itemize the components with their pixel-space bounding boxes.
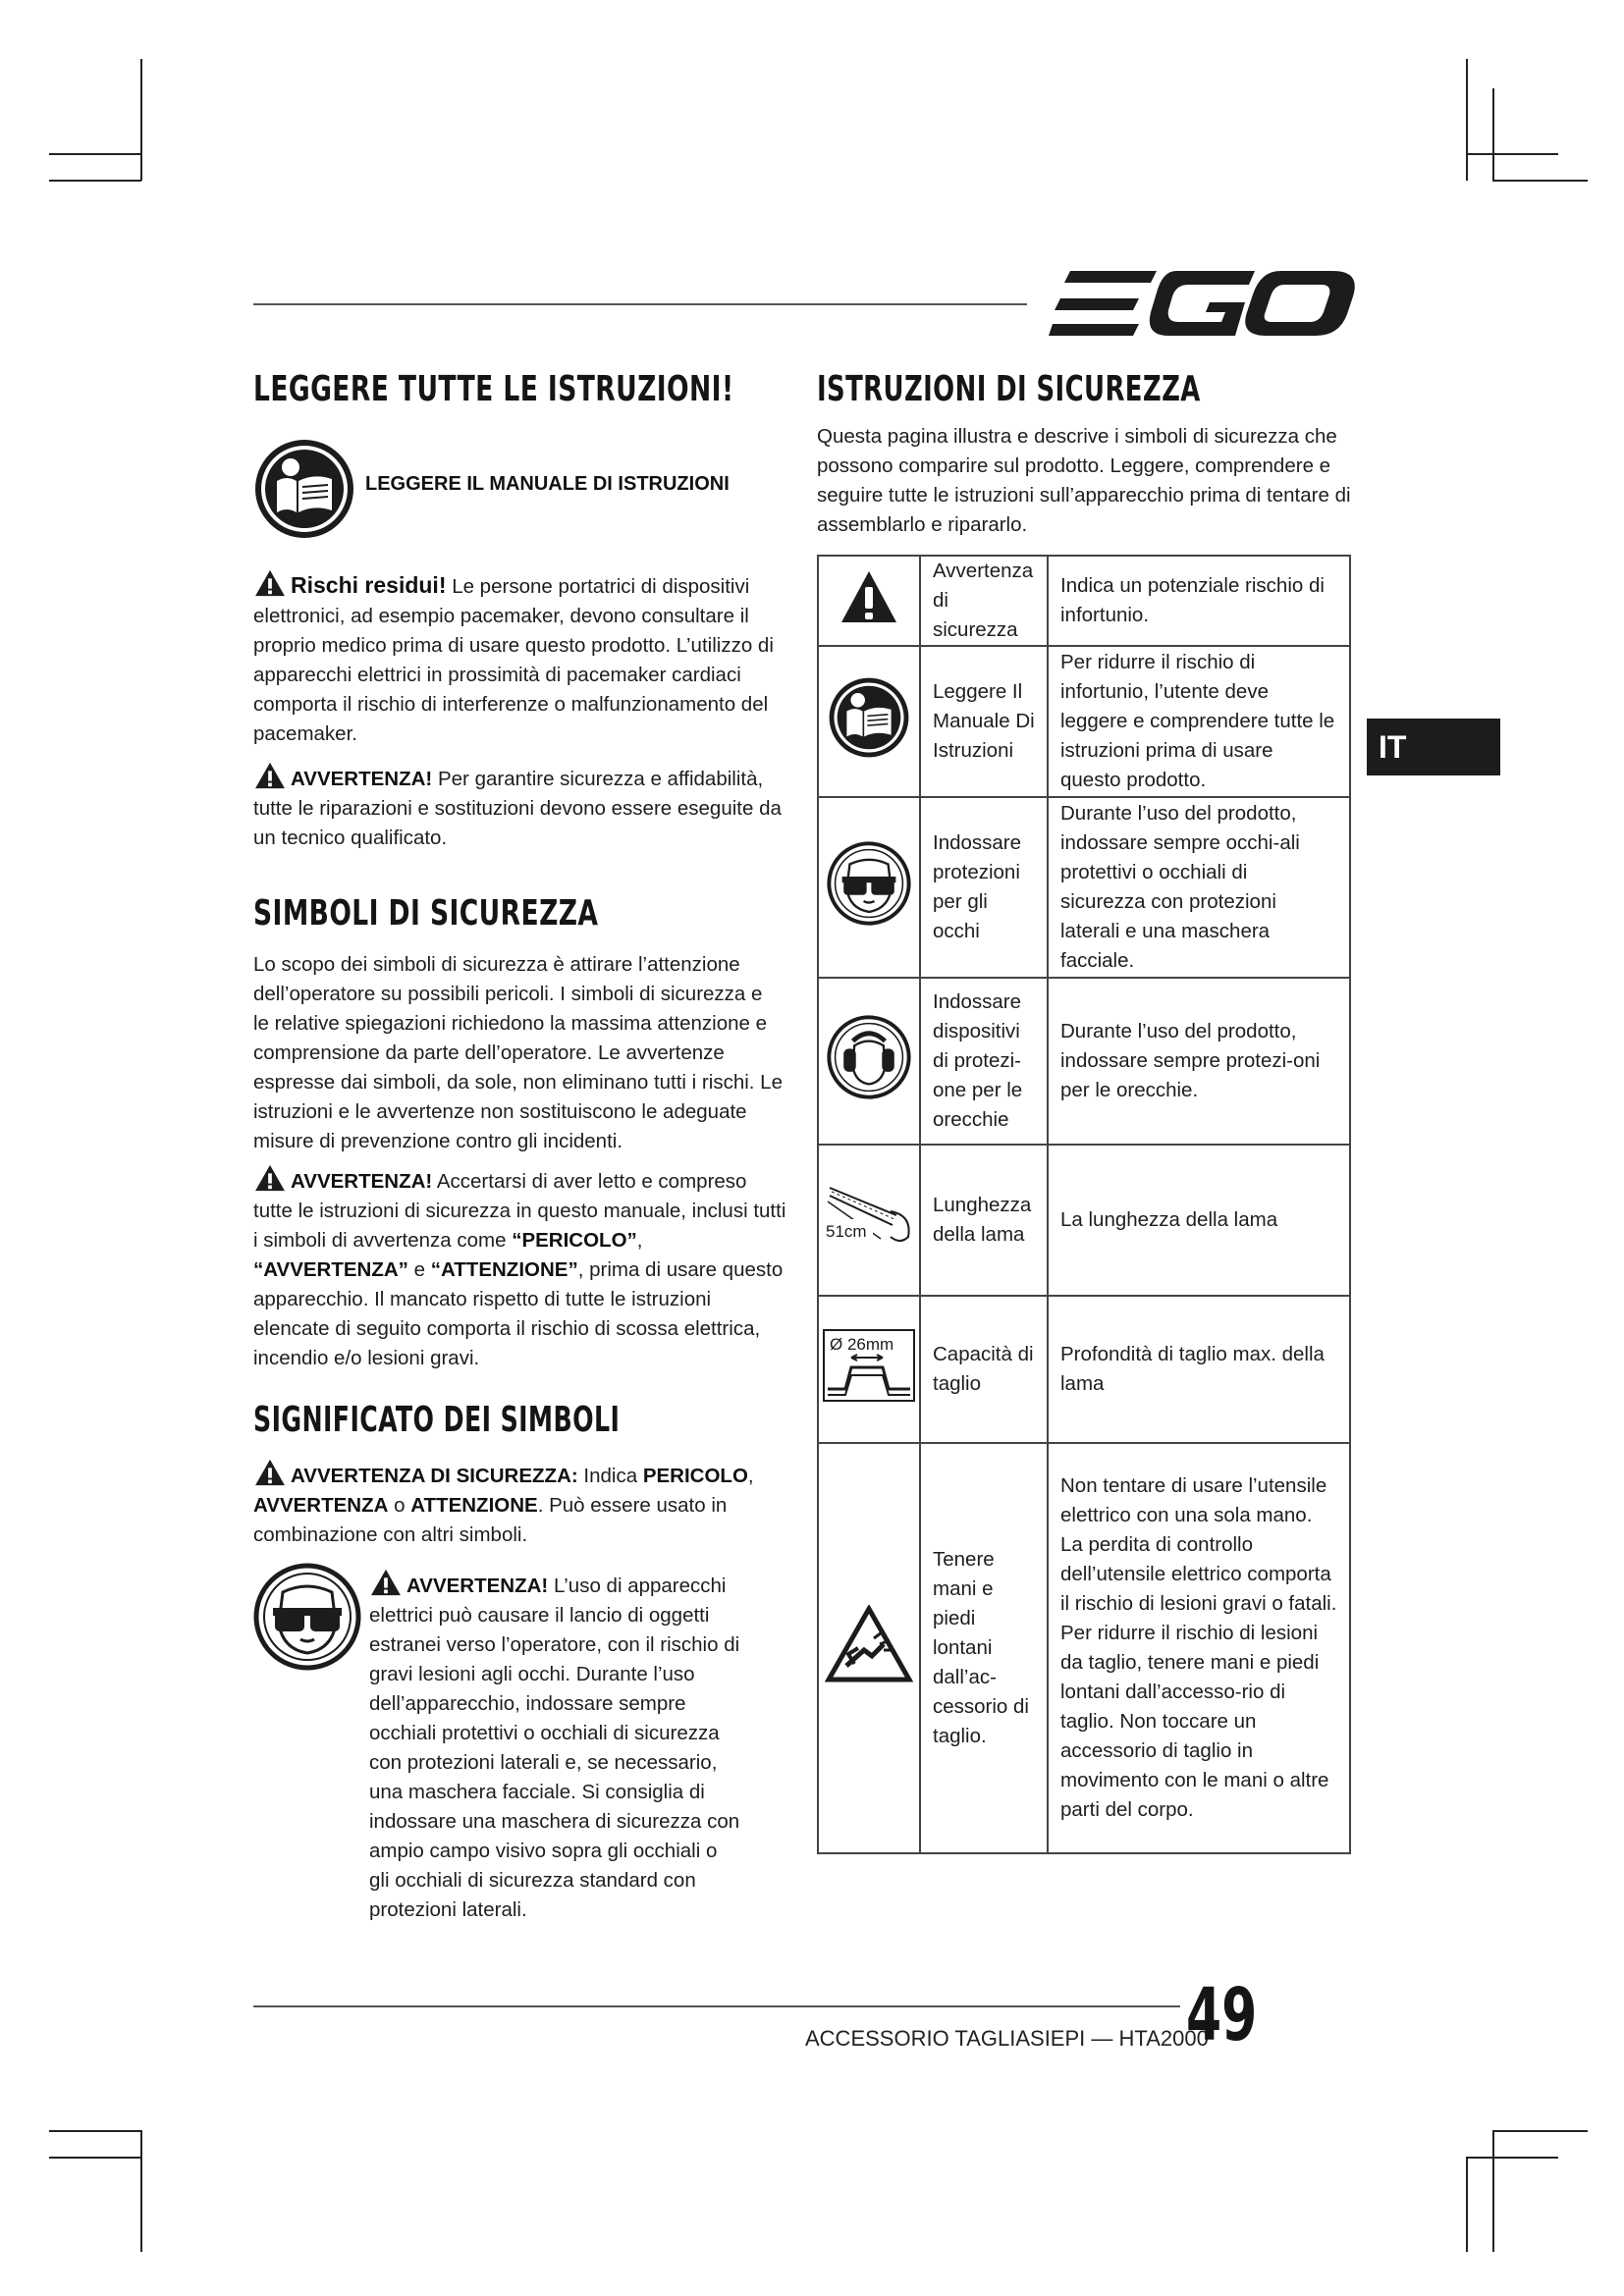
table-row [818,797,1350,978]
crop-mark [1492,2130,1494,2252]
symbol-meaning: La lunghezza della lama [1048,1145,1350,1296]
crop-mark [1466,2157,1468,2252]
eye-protection-icon [827,841,911,926]
ear-protection-icon [827,1015,911,1099]
symbol-name: Lunghezza della lama [920,1145,1048,1296]
residual-risks-paragraph [253,569,784,749]
footer-title: ACCESSORIO TAGLIASIEPI — HTA2000 [805,2026,1209,2051]
symbol-meaning: Per ridurre il rischio di infortunio, l’utente deve leggere e comprendere tutte le istruzioni prima di usare questo prodotto. [1048,646,1350,797]
crop-mark [49,180,141,182]
eye-warning-paragraph [369,1569,742,1925]
blade-length-icon [822,1182,916,1251]
warning-triangle-icon [253,1164,287,1192]
crop-mark [49,153,141,155]
pericolo-label: PERICOLO [642,1465,748,1487]
read-manual-icon [253,438,355,540]
heading-read-instructions: LEGGERE TUTTE LE ISTRUZIONI! [253,369,734,409]
attenzione-label: “ATTENZIONE” [430,1258,578,1281]
read-manual-label: LEGGERE IL MANUALE DI ISTRUZIONI [365,473,730,495]
cutting-capacity-value: Ø 26mm [830,1334,894,1354]
warning-triangle-icon [253,1459,287,1486]
symbol-meaning: Durante l’uso del prodotto, indossare sempre occhi-ali protettivi o occhiali di sicurezza con protezioni laterali e una maschera facciale. [1048,797,1350,978]
warning-triangle-icon [253,569,287,597]
symbols-table [817,555,1351,1854]
table-row [818,1145,1350,1296]
and-word: e [413,1258,426,1281]
warning-text-a: Accertarsi di aver letto e compreso tutte le istruzioni di sicurezza in questo manuale, inclusi tutti i simboli di avvertenza come [253,1170,786,1252]
warning-title: AVVERTENZA! [291,768,433,790]
page-number: 49 [1186,1973,1258,2057]
crop-mark [140,2130,142,2252]
safety-alert-text-b: . Può essere usato in combinazione con altri simboli. [253,1494,728,1546]
keep-hands-away-icon [825,1605,913,1683]
warning-triangle-icon [839,569,898,624]
symbol-meaning: Durante l’uso del prodotto, indossare sempre protezi-oni per le orecchie. [1048,978,1350,1145]
language-tab: IT [1367,719,1500,775]
safety-symbols-paragraph: Lo scopo dei simboli di sicurezza è attirare l’attenzione dell’operatore su possibili pericoli. I simboli di sicurezza e le relative spiegazioni richiedono la massima attenzione e comprensione da parte dell’operatore. Le avvertenze espresse dai simboli, da sole, non eliminano tutti i rischi. Le istruzioni e le avvertenze non sostituiscono le adeguate misure di prevenzione contro gli incidenti. [253,953,783,1152]
table-row [818,1443,1350,1853]
ego-logo [1049,263,1355,344]
crop-mark [1492,2130,1588,2132]
crop-mark [1492,88,1494,181]
safety-alert-paragraph: AVVERTENZA DI SICUREZZA: Indica PERICOLO, AVVERTENZA o ATTENZIONE. Può essere usato in combinazione con altri simboli. [253,1459,784,1550]
table-row [818,646,1350,797]
safety-alert-text-a: Indica [583,1465,638,1487]
footer-rule [253,2005,1180,2007]
table-row [818,1296,1350,1443]
symbol-name: Capacità di taglio [920,1296,1048,1443]
warning-triangle-icon [253,762,287,789]
symbol-name: Avvertenza di sicurezza [920,556,1048,646]
warning-text: Per garantire sicurezza e affidabilità, tutte le riparazioni e sostituzioni devono essere eseguite da un tecnico qualificato. [253,768,782,849]
avvertenza-label: AVVERTENZA [253,1494,389,1517]
cutting-capacity-icon [822,1328,916,1403]
symbol-name: Tenere mani e piedi lontani dall’ac-cessorio di taglio. [920,1443,1048,1853]
crop-mark [1466,59,1468,181]
safety-intro-paragraph: Questa pagina illustra e descrive i simboli di sicurezza che possono comparire sul prodotto. Leggere, comprendere e seguire tutte le istruzioni sull’apparecchio prima di tentare di assemblarlo e ripararlo. [817,425,1351,536]
warning-repairs-paragraph [253,762,784,853]
table-row [818,556,1350,646]
eye-protection-icon [253,1563,361,1671]
avvertenza-label: “AVVERTENZA” [253,1258,408,1281]
heading-symbol-meaning: SIGNIFICATO DEI SIMBOLI [253,1400,621,1440]
table-row [818,978,1350,1145]
warning-read-all-paragraph: AVVERTENZA! Accertarsi di aver letto e compreso tutte le istruzioni di sicurezza in questo manuale, inclusi tutti i simboli di avvertenza come “PERICOLO”, “AVVERTENZA” e “ATTENZIONE”, prima di usare questo apparecchio. Il mancato rispetto di tutte le istruzioni elencate di seguito comporta il rischio di scossa elettrica, incendio e/o lesioni gravi. [253,1164,789,1373]
eye-warning-text: L’uso di apparecchi elettrici può causare il lancio di oggetti estranei verso l’operatore, con il rischio di gravi lesioni agli occhi. Durante l’uso dell’apparecchio, indossare sempre occhiali protettivi o occhiali di sicurezza con protezioni laterali e, se necessario, una maschera facciale. Si consiglia di indossare una maschera di sicurezza con ampio campo visivo sopra gli occhiali o gli occhiali di sicurezza standard con protezioni laterali. [369,1575,740,1921]
symbol-meaning: Indica un potenziale rischio di infortunio. [1048,556,1350,646]
heading-safety-symbols: SIMBOLI DI SICUREZZA [253,893,599,934]
warning-title: AVVERTENZA! [291,1170,433,1193]
crop-mark [49,2157,141,2159]
symbol-meaning: Profondità di taglio max. della lama [1048,1296,1350,1443]
attenzione-label: ATTENZIONE [410,1494,538,1517]
residual-risks-text: Le persone portatrici di dispositivi elettronici, ad esempio pacemaker, devono consultare il proprio medico prima di usare questo prodotto. L’utilizzo di apparecchi elettrici in prossimità di pacemaker cardiaci comporta il rischio di interferenze o malfunzionamento del pacemaker. [253,575,774,745]
symbol-name: Indossare dispositivi di protezi-one per le orecchie [920,978,1048,1145]
eye-warning-title: AVVERTENZA! [406,1575,549,1597]
heading-safety-instructions: ISTRUZIONI DI SICUREZZA [817,369,1201,409]
or-word: o [394,1494,406,1517]
safety-alert-title: AVVERTENZA DI SICUREZZA: [291,1465,578,1487]
blade-length-value: 51cm [826,1221,867,1241]
pericolo-label: “PERICOLO” [512,1229,637,1252]
header-rule [253,303,1027,305]
crop-mark [1466,2157,1558,2159]
warning-text-b: , prima di usare questo apparecchio. Il mancato rispetto di tutte le istruzioni elencate di seguito comporta il rischio di scossa elettrica, incendio e/o lesioni gravi. [253,1258,784,1369]
warning-triangle-icon [369,1569,403,1596]
symbol-name: Leggere Il Manuale Di Istruzioni [920,646,1048,797]
crop-mark [1492,180,1588,182]
crop-mark [140,59,142,181]
symbol-name: Indossare protezioni per gli occhi [920,797,1048,978]
crop-mark [49,2130,141,2132]
residual-risks-title: Rischi residui! [291,572,447,598]
symbol-meaning: Non tentare di usare l’utensile elettrico con una sola mano. La perdita di controllo dell’utensile elettrico comporta il rischio di lesioni gravi o fatali. Per ridurre il rischio di lesioni da taglio, tenere mani e piedi lontani dall’accesso-rio di taglio. Non toccare un accessorio di taglio in movimento con le mani o altre parti del corpo. [1048,1443,1350,1853]
read-manual-icon [828,676,910,759]
crop-mark [1466,153,1558,155]
